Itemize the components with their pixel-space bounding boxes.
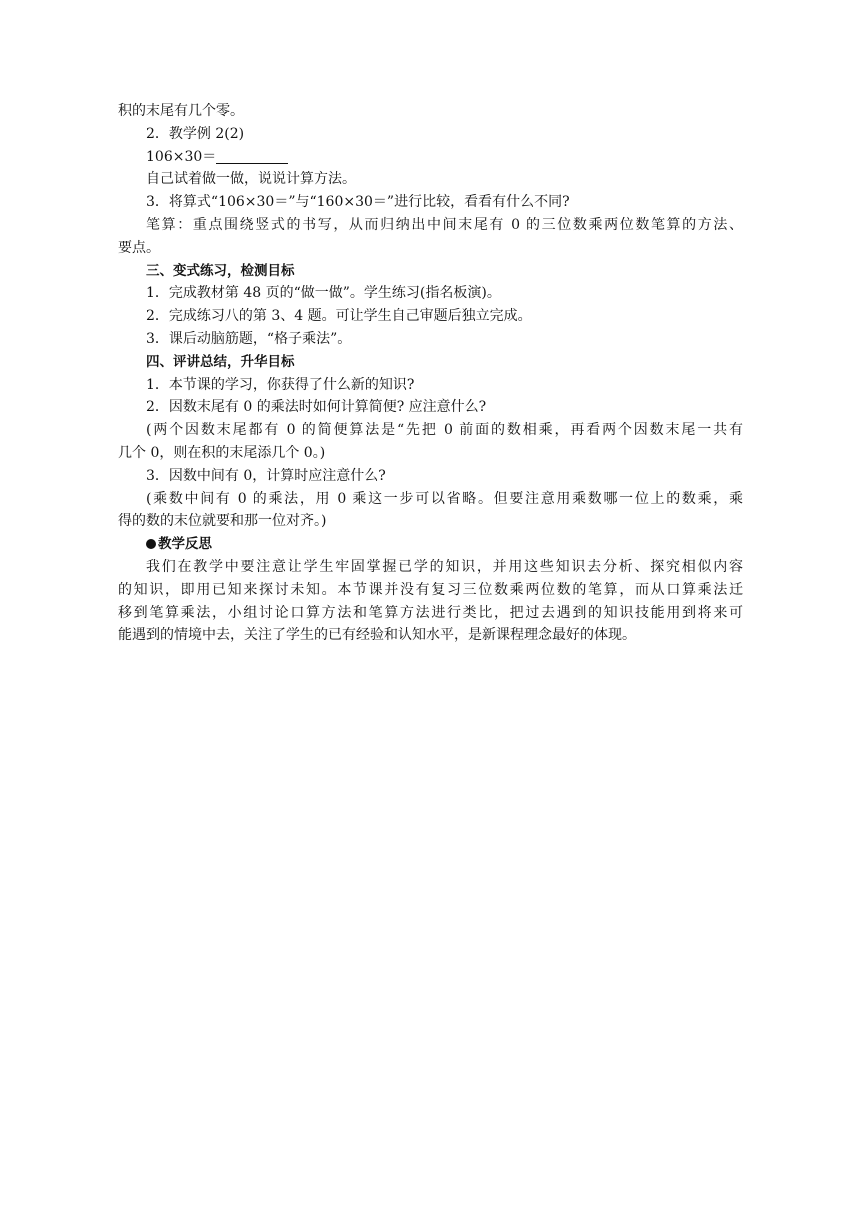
section-item: 3．因数中间有 0，计算时应注意什么?	[146, 467, 386, 484]
equation-line	[118, 146, 743, 169]
heading-text: 教学反思	[158, 536, 212, 553]
text-line: 要点。	[118, 239, 160, 256]
section-item: 2．因数末尾有 0 的乘法时如何计算简便? 应注意什么?	[146, 399, 487, 416]
section-heading: 四、评讲总结，升华目标	[146, 353, 295, 370]
text-line: 笔算：重点围绕竖式的书写，从而归纳出中间末尾有 0 的三位数乘两位数笔算的方法、	[146, 216, 743, 233]
text-line: 的知识，即用已知来探讨未知。本节课并没有复习三位数乘两位数的笔算，而从口算乘法迁	[118, 581, 743, 598]
text-line: 能遇到的情境中去，关注了学生的已有经验和认知水平，是新课程理念最好的体现。	[118, 627, 636, 644]
section-item: 3．将算式“106×30＝”与“160×30＝”进行比较，看看有什么不同?	[146, 194, 570, 211]
text-line: 自己试着做一做，说说计算方法。	[146, 171, 356, 188]
section-item: 1．本节课的学习，你获得了什么新的知识?	[146, 376, 415, 393]
document-body	[118, 100, 743, 647]
section-item: 3．课后动脑筋题，“格子乘法”。	[146, 330, 352, 347]
text-line: 我们在教学中要注意让学生牢固掌握已学的知识，并用这些知识去分析、探究相似内容	[146, 558, 743, 575]
equation: 106×30＝	[146, 148, 217, 165]
answer-blank	[216, 149, 288, 164]
section-item: 2．教学例 2(2)	[146, 125, 245, 142]
text-line: 几个 0，则在积的末尾添几个 0。)	[118, 444, 326, 461]
text-line: 得的数的末位就要和那一位对齐。)	[118, 513, 327, 530]
section-item: 2．完成练习八的第 3、4 题。可让学生自己审题后独立完成。	[146, 308, 532, 325]
text-line: 移到笔算乘法，小组讨论口算方法和笔算方法进行类比，把过去遇到的知识技能用到将来可	[118, 604, 743, 621]
text-line: 积的末尾有几个零。	[118, 103, 244, 119]
bullet-icon	[146, 539, 156, 549]
section-item: 1．完成教材第 48 页的“做一做”。学生练习(指名板演)。	[146, 285, 501, 302]
section-heading-reflection	[118, 533, 743, 556]
text-line: (两个因数末尾都有 0 的简便算法是“先把 0 前面的数相乘，再看两个因数末尾一共有	[146, 422, 743, 439]
section-heading: 三、变式练习，检测目标	[146, 262, 295, 279]
text-line: (乘数中间有 0 的乘法，用 0 乘这一步可以省略。但要注意用乘数哪一位上的数乘，乘	[146, 490, 743, 507]
